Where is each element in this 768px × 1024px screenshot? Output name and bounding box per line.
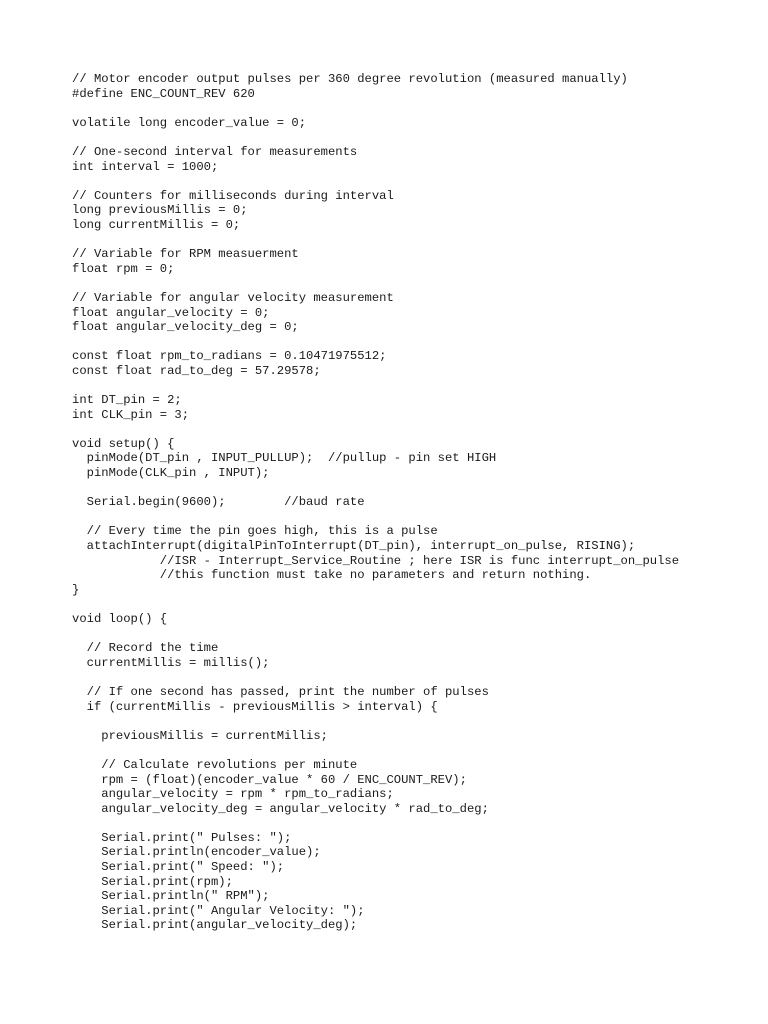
code-line: float rpm = 0; (72, 261, 175, 276)
code-line: // If one second has passed, print the number of pulses (72, 684, 489, 699)
code-line: // Variable for angular velocity measurement (72, 290, 394, 305)
code-line: Serial.println(encoder_value); (72, 845, 321, 860)
code-line: } (72, 582, 80, 597)
code-line: // Calculate revolutions per minute (72, 757, 358, 772)
code-line: currentMillis = millis(); (72, 655, 270, 670)
code-line: const float rad_to_deg = 57.29578; (72, 363, 321, 378)
code-line: // Counters for milliseconds during interval (72, 188, 394, 203)
code-line (72, 510, 679, 525)
code-line: // Motor encoder output pulses per 360 degree revolution (measured manually) (72, 72, 628, 86)
code-line: Serial.print(rpm); (72, 874, 233, 889)
code-line: float angular_velocity = 0; (72, 305, 270, 320)
code-line (72, 378, 679, 393)
code-line: int DT_pin = 2; (72, 393, 182, 408)
code-line: float angular_velocity_deg = 0; (72, 320, 299, 335)
code-line: Serial.begin(9600); //baud rate (72, 495, 365, 510)
code-line: //this function must take no parameters and return nothing. (72, 568, 592, 583)
code-line: Serial.print(" Pulses: "); (72, 830, 292, 845)
code-line (72, 422, 679, 437)
code-line (72, 714, 679, 729)
code-line: Serial.print(" Speed: "); (72, 860, 285, 875)
code-line: Serial.println(" RPM"); (72, 889, 270, 904)
code-line (72, 233, 679, 248)
code-line (72, 101, 679, 116)
code-line (72, 627, 679, 642)
code-line (72, 481, 679, 496)
code-line: angular_velocity_deg = angular_velocity * rad_to_deg; (72, 801, 489, 816)
code-line: Serial.print(" Angular Velocity: "); (72, 903, 365, 918)
code-line: int CLK_pin = 3; (72, 407, 190, 422)
code-line (72, 276, 679, 291)
code-line: previousMillis = currentMillis; (72, 728, 328, 743)
code-line: int interval = 1000; (72, 159, 219, 174)
code-line: angular_velocity = rpm * rpm_to_radians; (72, 787, 394, 802)
code-line (72, 174, 679, 189)
code-line: void setup() { (72, 436, 175, 451)
code-line: // Every time the pin goes high, this is a pulse (72, 524, 438, 539)
code-line: #define ENC_COUNT_REV 620 (72, 86, 255, 101)
code-line (72, 670, 679, 685)
code-line (72, 130, 679, 145)
code-line: // One-second interval for measurements (72, 144, 358, 159)
code-line: attachInterrupt(digitalPinToInterrupt(DT_pin), interrupt_on_pulse, RISING); (72, 539, 636, 553)
code-line: void loop() { (72, 611, 168, 626)
code-line (72, 597, 679, 612)
code-line: rpm = (float)(encoder_value * 60 / ENC_COUNT_REV); (72, 772, 467, 787)
code-line (72, 335, 679, 350)
code-line: long currentMillis = 0; (72, 217, 241, 232)
code-line (72, 743, 679, 758)
code-line: //ISR - Interrupt_Service_Routine ; here ISR is func interrupt_on_pulse (72, 553, 680, 568)
code-line: // Variable for RPM measuerment (72, 247, 299, 262)
code-line: // Record the time (72, 641, 219, 656)
code-line: volatile long encoder_value = 0; (72, 115, 307, 130)
code-line (72, 816, 679, 831)
code-line: const float rpm_to_radians = 0.10471975512; (72, 349, 387, 364)
code-line: pinMode(CLK_pin , INPUT); (72, 466, 270, 481)
code-line: Serial.print(angular_velocity_deg); (72, 918, 358, 933)
code-line: pinMode(DT_pin , INPUT_PULLUP); //pullup - pin set HIGH (72, 451, 497, 466)
code-line: long previousMillis = 0; (72, 203, 248, 218)
code-listing (72, 72, 679, 933)
code-line: if (currentMillis - previousMillis > interval) { (72, 699, 438, 714)
